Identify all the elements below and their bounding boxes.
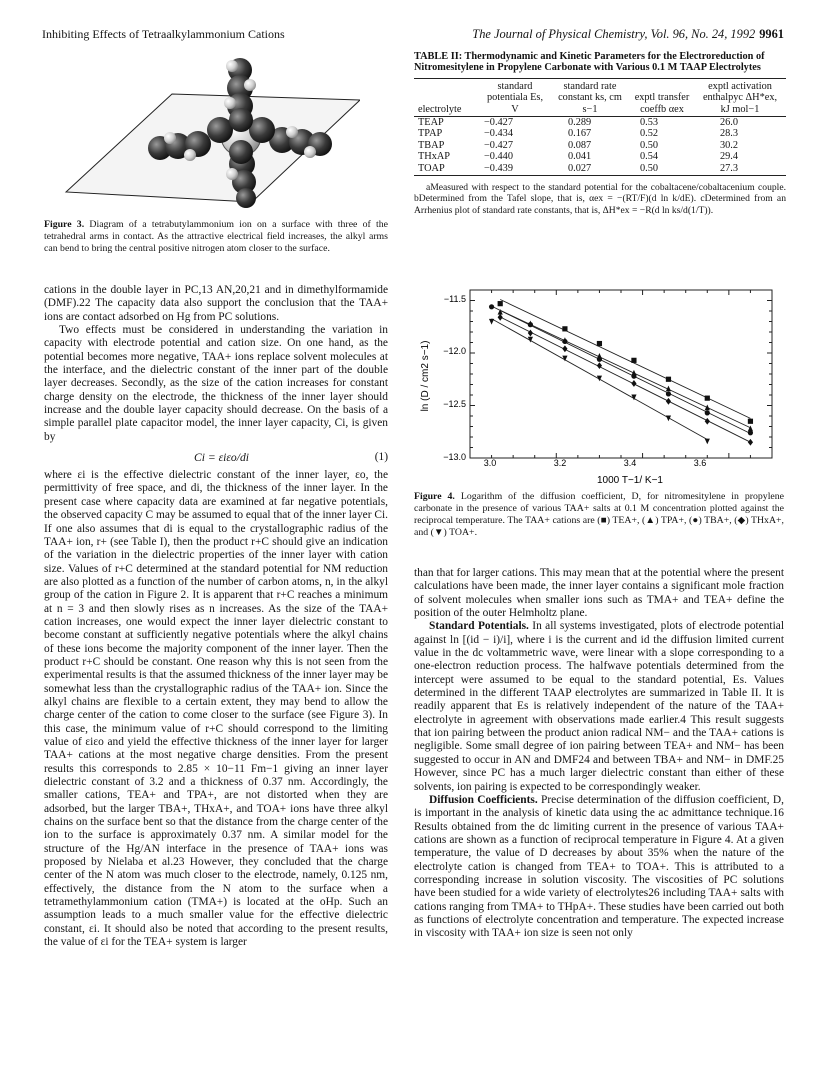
cell: THxAP (418, 151, 451, 163)
paragraph-4: than that for larger cations. This may mean that at the potential where the present calculations have been made, the inner layer contains a significant mole fraction of solvent molecules when smaller ions such as TMA+ and TEA+ define the position of the outer Helmholtz plane. (414, 567, 784, 620)
figure3-caption (44, 219, 388, 255)
data-point-square (748, 419, 753, 424)
data-point-square (562, 326, 567, 331)
header-electrolyte: electrolyte (418, 104, 462, 115)
cell: TOAP (418, 162, 445, 174)
data-point-circle (597, 357, 602, 362)
paragraph-2: Two effects must be considered in understanding the variation in capacity with electrode potential and cation size. On one hand, as the potential becomes more negative, TAA+ ions replace solvent molecules at the interface, and the dielectric constant of the inner part of the double layer decreases. Secondly, as the size of the cation increases for constant charge density on the electrode, the thickness of the inner layer should increase and the double layer capacity should decrease. On the basis of a simple parallel plate capacitor model, the inner layer capacity, Ci, is given by (44, 324, 388, 443)
y-tick-label: −12.0 (443, 346, 466, 356)
table-row (414, 116, 786, 128)
journal-citation: The Journal of Physical Chemistry, Vol. 96, No. 24, 1992 (472, 27, 756, 41)
table-row (414, 140, 786, 152)
plot-frame (470, 290, 772, 458)
cell: TPAP (418, 128, 443, 140)
cell: TEAP (418, 116, 444, 128)
x-tick-label: 3.4 (623, 458, 637, 468)
cell: −0.434 (484, 128, 513, 140)
data-point-triangle-up (705, 405, 710, 411)
data-point-circle (562, 339, 567, 344)
data-point-triangle-down (489, 319, 494, 325)
table-row (414, 163, 786, 175)
paragraph-3: where εi is the effective dielectric constant of the inner layer, εo, the permittivity of free space, and di, the thickness of the inner layer. In the present case where capacity data are examined at far negative potentials, the observed capacity C may be assumed to equal that of the inner layer Ci. If one also assumes that di is equal to the crystallographic radius of the TAA+ ion, r+ (see Table I), then the product r+C should give an indication of the variation in the dielectric properties of the inner layer with cation size. Values of r+C determined at the standard potential for NM reduction are also plotted as a function of the number of carbon atoms, n, in the alkyl group of the cation in Figure 2. It is apparent that r+C reaches a minimum at n = 3 and then slowly rises as n increases. As the size of the TAA+ cation increases, one would expect the inner layer dielectric constant to become constant at sufficiently negative potentials where the alkyl chains of these ions become the majority component of the inner layer. Then the product r+C should be constant. One reason why this is not seen from the experimental results is that the assumed thickness of the inner layer may be somewhat less than the crystallographic radius of the TAA+ ion. Since the alkyl chains are flexible to a certain extent, they may bend to allow the charge center of the cation to come closer to the surface (see Figure 3). In this case, the minimum value of r+C should correspond to the limiting value of εiεo and yield the effective thickness of the inner layer for larger TAA+ cations at the most negative charge densities. From the present results this corresponds to 2.85 × 10−11 Fm−1 giving an inner layer dielectric constant of 3.2 and a thickness of 0.37 nm. Accordingly, the smaller cations, TEA+ and TPA+, are not distorted when they are adsorbed, but the larger TBA+, THxA+, and TOA+ ions have three alkyl chains on the surface bent so that the distance from the charge center of the ion to the surface is approximately 0.37 nm. A similar model for the structure of the Hg/AN interface in the presence of TAA+ ions was proposed by Nielaba et al.23 However, they concluded that the charge center of the N atom was much closer to the electrode, namely, 0.125 nm, effectively, the distance from the N atom to the surface when a tetramethylammonium cation (TMA+) is located at the oHp. Such an assumption leads to a much smaller value for the effective dielectric constant, εi. It should also be noted that according to the present results, the value of εi for the TEA+ system is larger (44, 469, 388, 949)
cell: 0.167 (568, 128, 592, 140)
cell: 0.53 (640, 116, 659, 128)
data-point-diamond (666, 398, 671, 405)
series-triangle-up (498, 309, 753, 431)
data-point-triangle-down (705, 439, 710, 445)
cell: 0.041 (568, 151, 592, 163)
running-header-left: Inhibiting Effects of Tetraalkylammonium Cations (42, 27, 285, 41)
cell: 30.2 (720, 139, 739, 151)
paragraph-5-text: In all systems investigated, plots of electrode potential against ln [(id − i)/i], where i is the current and id the diffusion limited current value in the dc voltammetric wave, were linear with a slope corresponding to a one-electron reduction process. The halfwave potentials determined from the intercept were assumed to be equal to the standard potential, Es. Values determined in the different TAAP electrolytes are summarized in Table II. It is readily apparent that Es is relatively independent of the nature of the TAA+ electrolyte in agreement with observations made earlier.4 This result suggests that ion pairing between the product anion radical NM− and the TAA+ cations is negligible. Some small degree of ion pairing between TEA+ and NM− has been suggested to occur in AN and DMF24 and between TBA+ and NM− in DMF.25 However, since PC has a much larger dielectric constant than either of these solvents, ion pairing is expected to be correspondingly weaker. (414, 620, 784, 793)
equation-1 (44, 447, 388, 469)
data-point-diamond (562, 345, 567, 352)
y-tick-label: −12.5 (443, 399, 466, 409)
y-tick-label: −13.0 (443, 452, 466, 462)
figure3-illustration (60, 52, 360, 210)
x-tick-label: 3.2 (553, 458, 567, 468)
cell: 0.50 (640, 162, 659, 174)
cell: 27.3 (720, 162, 739, 174)
paragraph-1: cations in the double layer in PC,13 AN,20,21 and in dimethylformamide (DMF).22 The capacity data also support the conclusion that the TAA+ ions are contact adsorbed on Hg from PC solutions. (44, 284, 388, 323)
fit-line (500, 317, 750, 442)
axis-ticks (470, 290, 772, 458)
series-circle (489, 304, 753, 435)
data-point-square (498, 301, 503, 306)
table2-grid (414, 81, 786, 176)
cell: −0.440 (484, 151, 513, 163)
table2-footnote: aMeasured with respect to the standard potential for the cobaltacene/cobaltacenium couple. bDetermined from the Tafel slope, that is, αex = −(RT/F)(d ln k/dE). cDetermined from an Arrhenius plot of standard rate constants, that is, ΔH*ex = −R(d ln ks/d(1/T)). (414, 181, 786, 216)
x-axis-label: 1000 T−1/ K−1 (597, 475, 663, 486)
header-activation-enthalpy: exptl activation enthalpyc ΔH*ex, kJ mol−1 (702, 80, 778, 115)
section-heading-diffusion-coefficients: Diffusion Coefficients. (429, 793, 538, 806)
table-row (414, 151, 786, 163)
data-point-diamond (705, 418, 710, 425)
cell: 26.0 (720, 116, 739, 128)
fit-line (500, 300, 750, 419)
cell: 29.4 (720, 151, 739, 163)
right-column (414, 567, 784, 941)
figure4-label: Figure 4. (414, 491, 455, 502)
cell: 0.289 (568, 116, 592, 128)
cell: 0.52 (640, 128, 659, 140)
figure3-caption-text: Diagram of a tetrabutylammonium ion on a surface with three of the tetrahedral arms in contact. As the attractive electrical field increases, the alkyl arms can bend to bring the central positive nitrogen atom closer to the surface. (44, 219, 388, 255)
paragraph-5 (414, 620, 784, 793)
data-point-diamond (498, 314, 503, 321)
page-number: 9961 (759, 27, 784, 41)
series-square (498, 300, 753, 424)
y-tick-label: −11.5 (443, 294, 466, 304)
cell: 0.027 (568, 162, 592, 174)
left-column (44, 284, 388, 950)
data-point-square (631, 358, 636, 363)
header-transfer-coeff: exptl transfer coeffb αex (634, 92, 690, 115)
table2 (414, 51, 786, 217)
series-diamond (498, 314, 753, 446)
table-row (414, 128, 786, 140)
cell: −0.427 (484, 139, 513, 151)
header-rate-constant: standard rate constant ks, cm s−1 (558, 80, 622, 115)
y-axis-label: ln (D / cm2 s−1) (420, 340, 431, 412)
series-triangle-down (489, 319, 710, 445)
section-heading-standard-potentials: Standard Potentials. (429, 620, 529, 633)
paragraph-6 (414, 794, 784, 941)
data-point-circle (666, 391, 671, 396)
data-point-square (597, 341, 602, 346)
figure4-caption (414, 491, 784, 539)
data-point-circle (748, 430, 753, 435)
x-tick-label: 3.0 (483, 458, 497, 468)
figure4-chart (414, 284, 780, 488)
header-standard-potential: standard potentiala Es, V (486, 80, 544, 115)
data-point-circle (489, 304, 494, 309)
data-point-diamond (528, 330, 533, 337)
data-point-circle (528, 322, 533, 327)
cell: 28.3 (720, 128, 739, 140)
data-point-circle (705, 410, 710, 415)
cell: 0.54 (640, 151, 659, 163)
data-point-diamond (748, 439, 753, 446)
equation-text: Ci = εiεo/di (194, 451, 249, 465)
cell: −0.427 (484, 116, 513, 128)
data-point-diamond (631, 380, 636, 387)
equation-number: (1) (374, 451, 388, 464)
series-layer (489, 300, 753, 446)
fit-line (500, 310, 750, 427)
cell: 0.087 (568, 139, 592, 151)
running-header-right (414, 27, 784, 42)
data-point-square (705, 396, 710, 401)
table2-title: TABLE II: Thermodynamic and Kinetic Parameters for the Electroreduction of Nitromesitylene in Propylene Carbonate with Various 0.1 M TAAP Electrolytes (414, 51, 765, 74)
data-point-square (666, 377, 671, 382)
table2-header-row (414, 81, 786, 116)
cell: 0.50 (640, 139, 659, 151)
x-tick-label: 3.6 (693, 458, 707, 468)
cell: TBAP (418, 139, 445, 151)
figure3-label: Figure 3. (44, 219, 85, 230)
data-point-circle (631, 374, 636, 379)
figure4-caption-text: Logarithm of the diffusion coefficient, D, for nitromesitylene in propylene carbonate in the presence of various TAA+ salts at 0.1 M concentration plotted against the reciprocal temperature. The TAA+ cations are (■) TEA+, (▲) TPA+, (●) TBA+, (◆) THxA+, and (▼) TOA+. (414, 491, 785, 539)
paragraph-6-text: Precise determination of the diffusion coefficient, D, is important in the analysis of kinetic data using the ac admittance technique.16 Results obtained from the dc limiting current in the presence of various TAA+ cations are shown as a function of reciprocal temperature in Figure 4. At a given temperature, the value of D decreases by about 35% when the nature of the electrolyte cation is changed from TEA+ to TOA+. This is attributed to a corresponding increase in solution viscosity. The viscosities of PC solutions have been studied for a wide variety of electrolytes26 including TAA+ salts with cations ranging from TMA+ to THpA+. These studies have been carried out both as functions of electrolyte concentration and temperature. The expected increase in viscosity with TAA+ ion size is seen not only (414, 793, 784, 940)
cell: −0.439 (484, 162, 513, 174)
